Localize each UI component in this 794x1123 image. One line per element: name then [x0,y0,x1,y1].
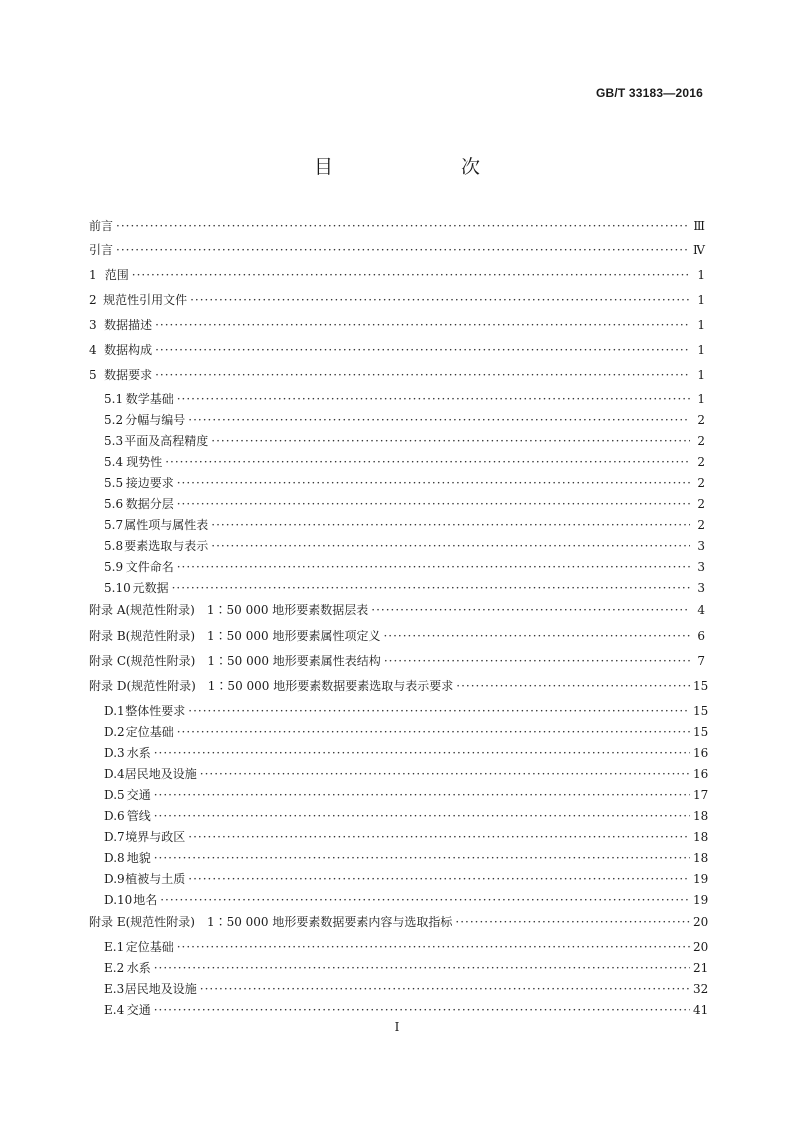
toc-entry[interactable] [104,958,709,978]
toc-entry-page: 20 [693,915,709,929]
toc-entry-title: 数据构成 [104,343,153,357]
dot-leader [371,600,690,620]
toc-entry-title: (规范性附录) 1∶50 000 地形要素数据层表 [125,603,369,617]
toc-entry-title: 文件命名 [125,560,174,574]
toc-entry[interactable] [104,410,705,430]
toc-entry-number: 附录 A [89,603,126,617]
toc-entry-title: 植被与土质 [125,872,186,886]
toc-entry-title: 居民地及设施 [124,767,197,781]
toc-entry-page: 6 [697,629,705,643]
toc-entry-title: 平面及高程精度 [124,434,209,448]
toc-entry-number: 2 [89,293,97,307]
toc-entry-page: 2 [697,497,705,511]
toc-entry-number: 5 [89,368,97,382]
toc-entry-page: 1 [697,343,705,357]
toc-entry-page: 15 [693,679,709,693]
toc-entry[interactable] [104,1000,709,1020]
toc-entry-title: 交通 [126,788,151,802]
toc-entry-number: 5.8 [104,539,124,553]
toc-entry-title: (规范性附录) 1∶50 000 地形要素属性表结构 [126,654,381,668]
toc-entry[interactable] [104,515,705,535]
toc-entry-number: E.2 [104,961,125,975]
toc-entry[interactable] [104,806,709,826]
toc-entry-title: 属性项与属性表 [124,518,209,532]
toc-entry[interactable] [104,848,709,868]
dot-leader [154,806,690,826]
toc-entry-number: 4 [89,343,97,357]
toc-entry-title: 地名 [133,893,158,907]
toc-entry-number: D.2 [104,725,125,739]
toc-entry-number: E.1 [104,940,125,954]
toc-entry-page: 1 [697,268,705,282]
toc-entry-page: Ⅳ [693,243,705,257]
toc-entry-title: 整体性要求 [125,704,186,718]
toc-entry[interactable] [104,827,709,847]
toc-entry[interactable] [104,869,709,889]
toc-entry[interactable] [104,536,705,556]
toc-entry-page: 16 [693,767,709,781]
toc-entry[interactable] [89,600,705,620]
toc-entry[interactable] [89,340,705,360]
dot-leader [154,1000,690,1020]
dot-leader [172,578,690,598]
toc-entry[interactable] [89,315,705,335]
toc-entry[interactable] [89,216,705,236]
dot-leader [211,536,690,556]
toc-entry[interactable] [104,722,709,742]
toc-entry[interactable] [89,626,705,646]
dot-leader [190,290,690,310]
toc-entry-page: 3 [697,581,705,595]
toc-entry-number: 5.10 [104,581,131,595]
toc-entry-title: 数学基础 [125,392,174,406]
toc-entry-number: 5.4 [104,455,124,469]
dot-leader [177,389,690,409]
toc-entry-number: 3 [89,318,97,332]
toc-entry-title: 范围 [104,268,129,282]
toc-entry-title: 管线 [126,809,151,823]
toc-entry-page: 3 [697,560,705,574]
toc-entry-number: 附录 B [89,629,126,643]
toc-entry[interactable] [104,890,709,910]
dot-leader [383,626,690,646]
toc-entry-title: (规范性附录) 1∶50 000 地形要素属性项定义 [125,629,381,643]
toc-entry-title: 前言 [89,219,114,233]
toc-entry-number: 5.1 [104,392,124,406]
toc-entry-page: 16 [693,746,709,760]
toc-entry-title: 数据分层 [125,497,174,511]
standard-code: GB/T 33183—2016 [595,86,703,100]
toc-entry-title: 定位基础 [125,725,174,739]
toc-entry-page: 19 [693,872,709,886]
toc-entry[interactable] [89,676,709,696]
toc-entry-number: 附录 C [89,654,126,668]
dot-leader [211,431,690,451]
toc-entry[interactable] [104,701,709,721]
dot-leader [154,785,690,805]
toc-entry-title: 居民地及设施 [124,982,197,996]
toc-entry-title: 地貌 [126,851,151,865]
toc-entry[interactable] [89,265,705,285]
toc-entry-number: D.3 [104,746,125,760]
toc-entry-title: 现势性 [126,455,163,469]
toc-entry-title: 境界与政区 [125,830,186,844]
dot-leader [165,452,690,472]
toc-entry[interactable] [89,290,705,310]
dot-leader [155,340,690,360]
toc-entry-number: 附录 D [89,679,127,693]
toc-entry-title: 分幅与编号 [125,413,186,427]
toc-entry-number: E.4 [104,1003,125,1017]
toc-entry[interactable] [89,651,705,671]
dot-leader [132,265,690,285]
dot-leader [200,979,690,999]
dot-leader [154,848,690,868]
dot-leader [155,315,690,335]
toc-entry-page: 3 [697,539,705,553]
toc-entry-page: 4 [697,603,705,617]
dot-leader [384,651,690,671]
dot-leader [188,869,690,889]
toc-entry-page: 1 [697,293,705,307]
dot-leader [188,827,690,847]
toc-entry-page: 19 [693,893,709,907]
toc-entry[interactable] [104,578,705,598]
toc-entry-page: 7 [697,654,705,668]
toc-entry[interactable] [104,979,709,999]
toc-entry-number: D.6 [104,809,125,823]
toc-title: 目 次 [313,156,510,178]
toc-entry-title: 定位基础 [125,940,174,954]
dot-leader [177,494,690,514]
toc-entry[interactable] [89,365,705,385]
toc-entry[interactable] [104,937,709,957]
toc-entry-page: Ⅲ [693,219,705,233]
toc-entry-number: D.7 [104,830,125,844]
toc-entry-page: 15 [693,725,709,739]
toc-entry-title: 数据要求 [104,368,153,382]
toc-entry-number: 5.2 [104,413,124,427]
toc-entry[interactable] [104,473,705,493]
toc-entry-number: D.10 [104,893,133,907]
dot-leader [160,890,690,910]
toc-entry[interactable] [104,743,709,763]
dot-leader [177,557,690,577]
toc-entry-number: 附录 E [89,915,126,929]
toc-entry-number: D.5 [104,788,125,802]
toc-entry-page: 1 [697,318,705,332]
toc-entry-number: D.4 [104,767,125,781]
toc-entry[interactable] [104,557,705,577]
toc-entry-number: 1 [89,268,97,282]
dot-leader [116,216,690,236]
toc-entry-number: 5.7 [104,518,124,532]
toc-entry-page: 15 [693,704,709,718]
toc-entry-number: D.9 [104,872,125,886]
toc-entry-page: 21 [693,961,709,975]
toc-entry-number: 5.9 [104,560,124,574]
toc-entry[interactable] [89,240,705,260]
page-folio: Ⅰ [394,1020,400,1034]
toc-entry-page: 2 [697,434,705,448]
toc-entry-page: 1 [697,392,705,406]
toc-entry-number: E.3 [104,982,125,996]
toc-entry-page: 2 [697,455,705,469]
toc-entry-title: 接边要求 [125,476,174,490]
dot-leader [154,743,690,763]
dot-leader [177,722,690,742]
dot-leader [155,365,690,385]
toc-entry-page: 2 [697,413,705,427]
toc-entry[interactable] [104,764,709,784]
toc-entry-page: 2 [697,518,705,532]
toc-entry-page: 1 [697,368,705,382]
toc-entry-page: 18 [693,830,709,844]
toc-entry-number: D.8 [104,851,125,865]
toc-entry-page: 17 [693,788,709,802]
dot-leader [211,515,690,535]
toc-entry[interactable] [104,785,709,805]
dot-leader [116,240,690,260]
toc-entry-title: 引言 [89,243,114,257]
dot-leader [188,701,690,721]
dot-leader [200,764,690,784]
toc-entry-number: 5.5 [104,476,124,490]
toc-entry-page: 41 [693,1003,709,1017]
toc-entry-number: 5.6 [104,497,124,511]
toc-entry-title: 水系 [126,961,151,975]
toc-entry[interactable] [104,452,705,472]
dot-leader [177,937,690,957]
toc-entry-title: 要素选取与表示 [124,539,209,553]
dot-leader [177,473,690,493]
toc-entry-title: 数据描述 [104,318,153,332]
toc-entry-title: (规范性附录) 1∶50 000 地形要素数据要素选取与表示要求 [126,679,454,693]
toc-entry-page: 18 [693,851,709,865]
toc-entry[interactable] [104,431,705,451]
toc-entry-number: 5.3 [104,434,124,448]
dot-leader [456,676,690,696]
toc-entry-page: 32 [693,982,709,996]
toc-entry[interactable] [104,494,705,514]
toc-entry-page: 20 [693,940,709,954]
dot-leader [188,410,690,430]
toc-entry-number: D.1 [104,704,125,718]
toc-entry-title: 规范性引用文件 [103,293,188,307]
dot-leader [455,912,690,932]
dot-leader [154,958,690,978]
toc-entry[interactable] [89,912,709,932]
toc-entry-page: 2 [697,476,705,490]
toc-entry-title: (规范性附录) 1∶50 000 地形要素数据要素内容与选取指标 [125,915,453,929]
toc-entry[interactable] [104,389,705,409]
toc-entry-title: 元数据 [132,581,169,595]
toc-entry-title: 交通 [126,1003,151,1017]
toc-entry-page: 18 [693,809,709,823]
toc-entry-title: 水系 [126,746,151,760]
